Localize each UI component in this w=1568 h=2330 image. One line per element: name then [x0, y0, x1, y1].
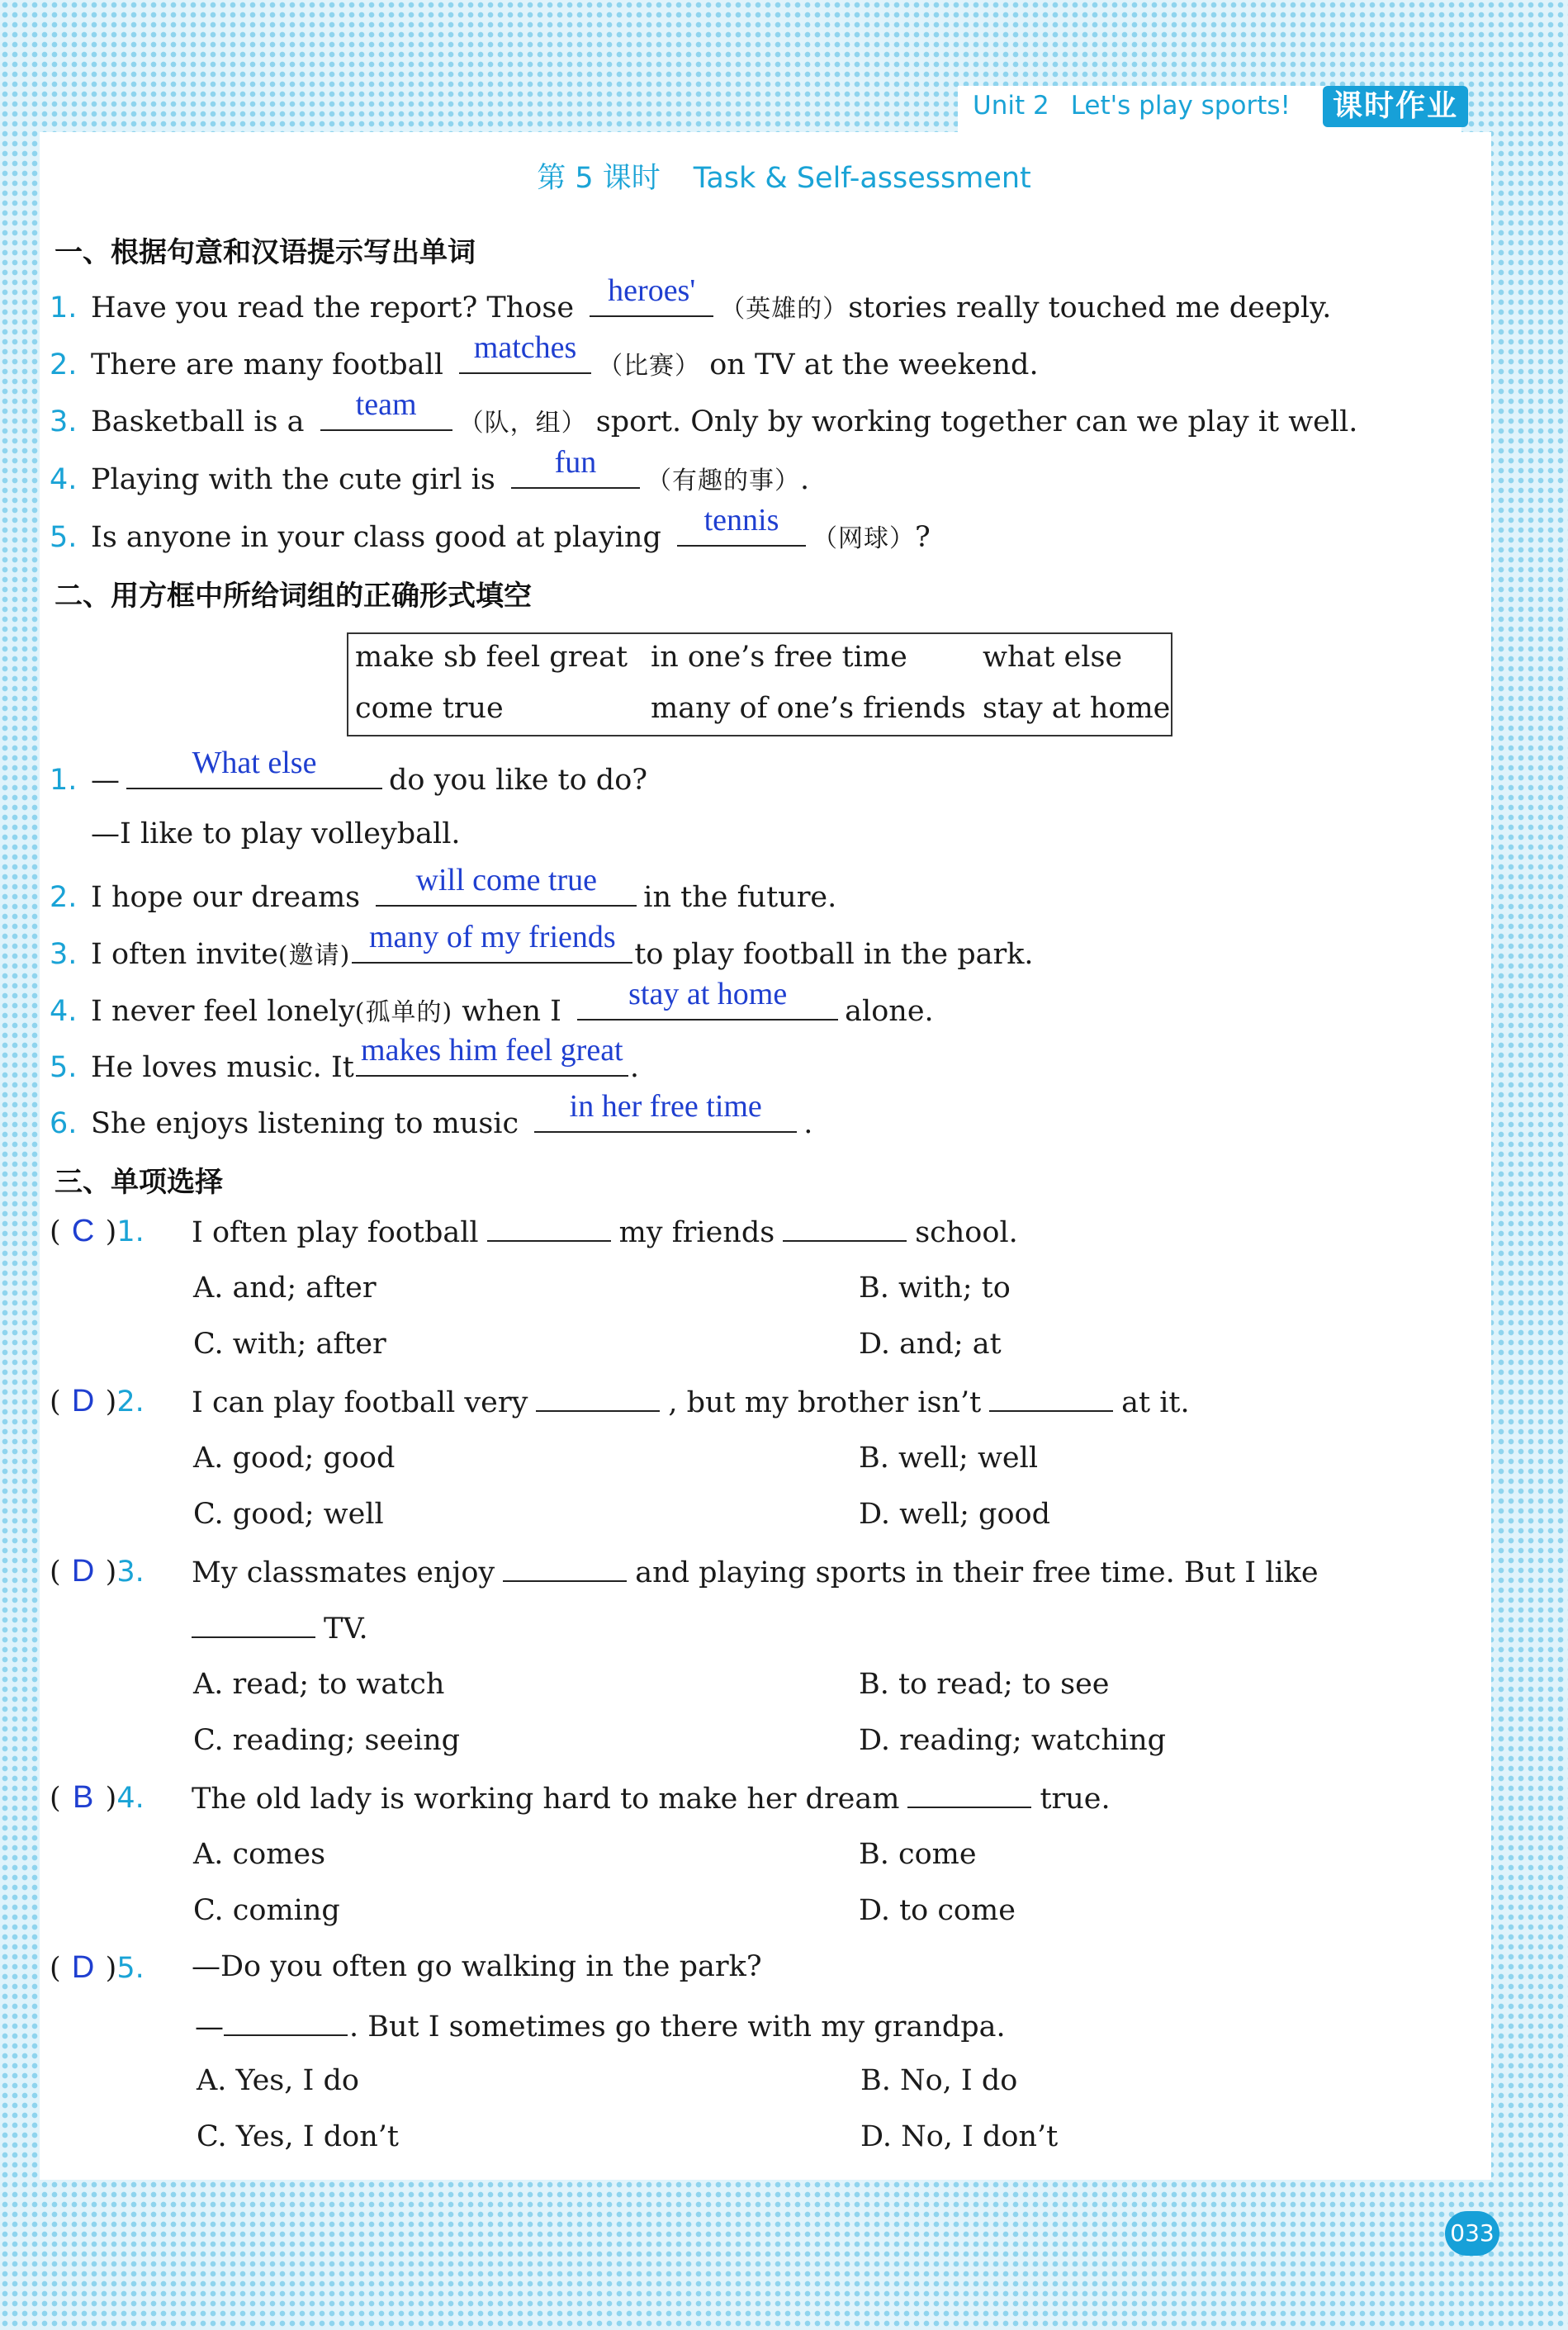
s1-item-5: 5. Is anyone in your class good at playing tennis （网球）? — [50, 503, 931, 554]
option[interactable]: C. reading; seeing — [193, 1724, 461, 1757]
s2-item-5: 5. He loves music. It makes him feel great . — [50, 1033, 639, 1084]
page-number: 033 — [1445, 2211, 1499, 2256]
answer-bracket: ( C )1. — [50, 1214, 144, 1248]
section2-heading: 二、用方框中所给词组的正确形式填空 — [54, 580, 532, 613]
question-stem: The old lady is working hard to make her dream true. — [192, 1777, 1111, 1819]
option[interactable]: D. well; good — [859, 1498, 1050, 1531]
answer-blank[interactable]: will come true — [376, 872, 637, 907]
stem-blank — [783, 1210, 907, 1242]
option[interactable]: A. and; after — [193, 1272, 377, 1305]
lesson-topic: Task & Self-assessment — [693, 162, 1031, 195]
answer-blank[interactable]: many of my friends — [352, 929, 632, 964]
question-stem: I can play football very , but my brother isn’t at it. — [192, 1380, 1190, 1423]
stem-blank — [536, 1380, 660, 1412]
option[interactable]: B. with; to — [859, 1272, 1011, 1305]
lesson-number: 第 5 课时 — [537, 162, 661, 195]
option[interactable]: C. with; after — [193, 1328, 386, 1361]
stem-blank — [192, 1607, 315, 1638]
option[interactable]: B. No, I do — [860, 2064, 1018, 2097]
option[interactable]: A. read; to watch — [193, 1668, 445, 1701]
section3-heading: 三、单项选择 — [54, 1166, 223, 1199]
choice-answer[interactable]: C — [71, 1214, 95, 1248]
answer-blank[interactable]: tennis — [677, 512, 806, 547]
s2-item-4: 4. I never feel lonely(孤单的) when I stay at home alone. — [50, 977, 934, 1028]
lesson-title — [0, 155, 1568, 197]
option[interactable]: D. and; at — [859, 1328, 1002, 1361]
section1-heading: 一、根据句意和汉语提示写出单词 — [54, 236, 476, 269]
unit-title: Let's play sports! — [1070, 91, 1291, 121]
answer-blank[interactable]: heroes' — [590, 282, 713, 317]
series-logo: 课时作业 — [1323, 86, 1468, 127]
answer-blank[interactable]: matches — [459, 339, 591, 374]
question-stem: I often play football my friends school. — [192, 1210, 1018, 1253]
answer-blank[interactable]: team — [320, 396, 452, 431]
option[interactable]: C. coming — [193, 1894, 340, 1927]
stem-blank — [487, 1210, 611, 1242]
choice-answer[interactable]: B — [72, 1780, 94, 1815]
s2-item-2: 2. I hope our dreams will come true in the future. — [50, 863, 837, 914]
answer-blank[interactable]: makes him feel great — [356, 1042, 628, 1077]
answer-blank[interactable]: stay at home — [577, 986, 838, 1021]
word-box-phrase: make sb feel great — [355, 641, 628, 674]
option[interactable]: B. to read; to see — [859, 1668, 1110, 1701]
answer-bracket: ( D )3. — [50, 1554, 144, 1589]
answer-bracket: ( D )2. — [50, 1384, 144, 1418]
word-box — [347, 632, 1172, 736]
choice-answer[interactable]: D — [71, 1950, 95, 1985]
option[interactable]: A. good; good — [193, 1442, 396, 1475]
option[interactable]: D. No, I don’t — [860, 2120, 1059, 2153]
s1-item-3: 3. Basketball is a team （队，组） sport. Only by working together can we play it well. — [50, 387, 1358, 438]
answer-blank[interactable]: in her free time — [534, 1098, 797, 1133]
choice-answer[interactable]: D — [71, 1554, 95, 1589]
question-stem-continued: TV. — [192, 1607, 368, 1649]
option[interactable]: C. Yes, I don’t — [197, 2120, 399, 2153]
stem-blank — [989, 1380, 1113, 1412]
unit-number: Unit 2 — [973, 91, 1049, 121]
choice-answer[interactable]: D — [71, 1384, 95, 1418]
s2-item-1: 1. — What else do you like to do? — [50, 746, 648, 797]
answer-blank[interactable]: fun — [511, 454, 640, 489]
option[interactable]: D. reading; watching — [859, 1724, 1167, 1757]
s2-item-1-reply: —I like to play volleyball. — [91, 817, 461, 850]
stem-blank — [907, 1777, 1031, 1808]
option[interactable]: D. to come — [859, 1894, 1016, 1927]
stem-blank — [224, 2005, 348, 2036]
option[interactable]: C. good; well — [193, 1498, 384, 1531]
s1-item-1: 1. Have you read the report? Those heroes' （英雄的）stories really touched me deeply. — [50, 273, 1332, 324]
question-stem: —Do you often go walking in the park? — [192, 1950, 762, 1983]
s1-item-4: 4. Playing with the cute girl is fun （有趣的事）. — [50, 445, 810, 496]
answer-bracket: ( D )5. — [50, 1950, 144, 1985]
option[interactable]: A. comes — [193, 1838, 326, 1871]
word-box-phrase: stay at home — [983, 692, 1171, 725]
question-stem: My classmates enjoy and playing sports in their free time. But I like — [192, 1551, 1319, 1593]
question-stem-reply: — . But I sometimes go there with my grandpa. — [195, 2005, 1006, 2047]
s2-item-3: 3. I often invite(邀请) many of my friends to play football in the park. — [50, 920, 1034, 971]
word-box-phrase: what else — [983, 641, 1123, 674]
word-box-phrase: many of one’s friends — [651, 692, 966, 725]
unit-label — [973, 91, 1291, 121]
s2-item-6: 6. She enjoys listening to music in her free time . — [50, 1089, 813, 1140]
answer-bracket: ( B )4. — [50, 1780, 144, 1815]
option[interactable]: B. well; well — [859, 1442, 1039, 1475]
word-box-phrase: come true — [355, 692, 504, 725]
s1-item-2: 2. There are many football matches （比赛） on TV at the weekend. — [50, 330, 1039, 381]
word-box-phrase: in one’s free time — [651, 641, 907, 674]
option[interactable]: A. Yes, I do — [197, 2064, 359, 2097]
option[interactable]: B. come — [859, 1838, 977, 1871]
answer-blank[interactable]: What else — [126, 755, 382, 789]
stem-blank — [503, 1551, 627, 1582]
